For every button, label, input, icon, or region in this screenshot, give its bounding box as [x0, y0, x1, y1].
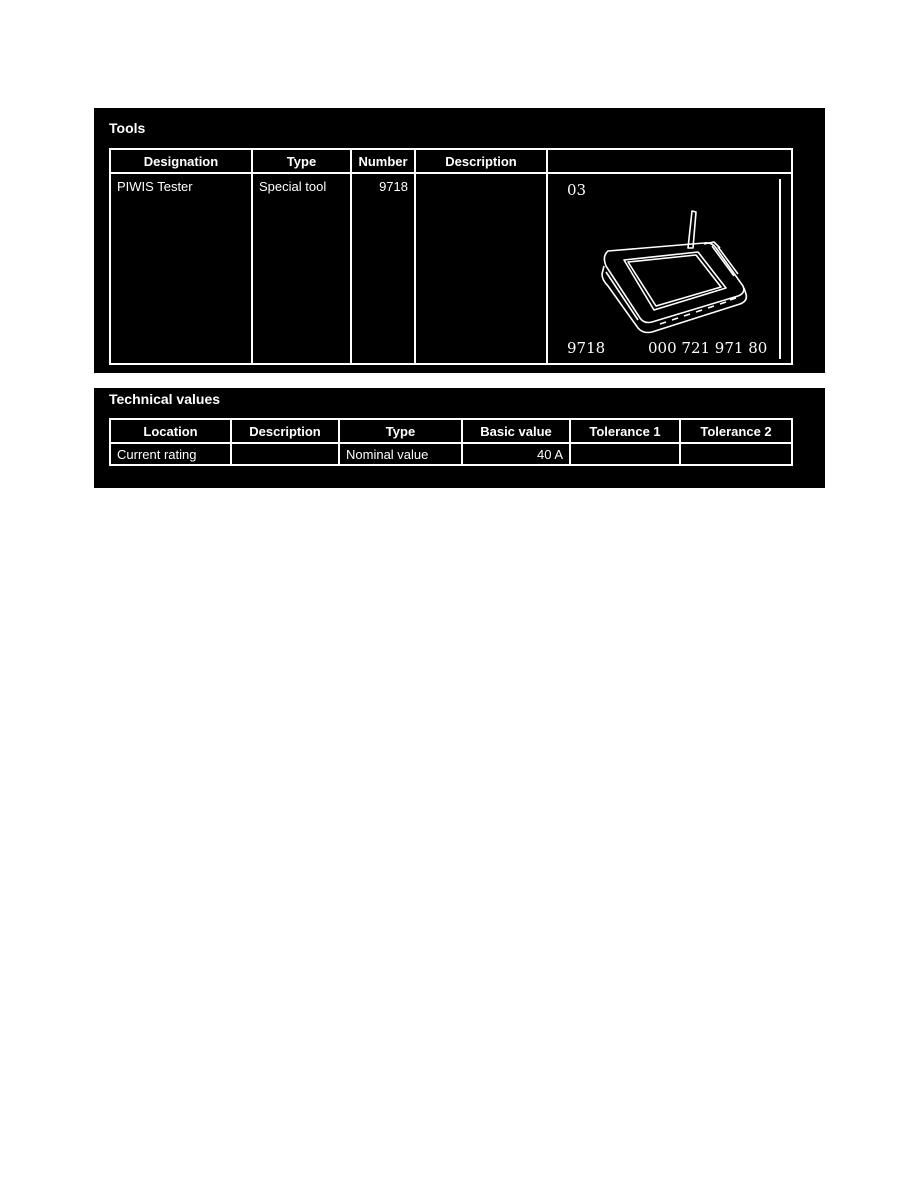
tools-header-row [110, 149, 792, 173]
header-description: Description [231, 419, 339, 443]
header-type: Type [339, 419, 462, 443]
figure-tool-number: 9718 [567, 339, 606, 357]
header-type: Type [252, 149, 351, 173]
cell-type: Special tool [252, 173, 351, 364]
tools-title: Tools [109, 120, 146, 136]
table-row [110, 443, 792, 465]
cell-tolerance-1 [570, 443, 680, 465]
technical-values-title: Technical values [109, 391, 221, 407]
cell-type: Nominal value [339, 443, 462, 465]
technical-values-panel [94, 388, 825, 488]
figure-part-number: 000 721 971 80 [648, 339, 768, 357]
header-illustration [547, 149, 792, 173]
header-basic-value: Basic value [462, 419, 570, 443]
cell-basic-value: 40 A [462, 443, 570, 465]
tools-panel [94, 108, 825, 373]
header-description: Description [415, 149, 547, 173]
header-tolerance-2: Tolerance 2 [680, 419, 792, 443]
tools-table [109, 148, 793, 365]
tool-illustration [548, 174, 789, 364]
technical-values-header-row [110, 419, 792, 443]
cell-description [415, 173, 547, 364]
cell-illustration [547, 173, 792, 364]
cell-number: 9718 [351, 173, 415, 364]
figure-code: 03 [567, 181, 587, 199]
technical-values-table [109, 418, 793, 466]
header-designation: Designation [110, 149, 252, 173]
figure-divider [779, 179, 781, 359]
cell-tolerance-2 [680, 443, 792, 465]
header-location: Location [110, 419, 231, 443]
table-row [110, 173, 792, 364]
tester-device-icon [588, 196, 758, 336]
header-tolerance-1: Tolerance 1 [570, 419, 680, 443]
cell-description [231, 443, 339, 465]
header-number: Number [351, 149, 415, 173]
cell-designation: PIWIS Tester [110, 173, 252, 364]
cell-location: Current rating [110, 443, 231, 465]
